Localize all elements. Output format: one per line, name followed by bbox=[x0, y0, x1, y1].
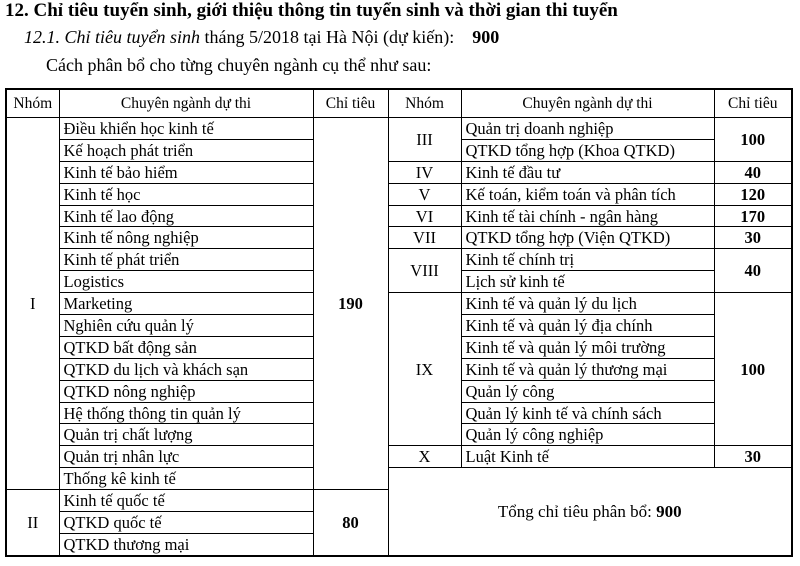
major-cell: Quản lý công nghiệp bbox=[461, 424, 714, 446]
group-cell-IX: IX bbox=[388, 293, 461, 446]
quota-cell-II: 80 bbox=[313, 490, 388, 556]
quota-cell-III: 100 bbox=[714, 118, 792, 162]
table-row bbox=[6, 468, 792, 490]
header-quota: Chỉ tiêu bbox=[313, 89, 388, 118]
major-cell: QTKD nông nghiệp bbox=[59, 380, 313, 402]
major-cell: QTKD tổng hợp (Viện QTKD) bbox=[461, 227, 714, 249]
major-cell: QTKD quốc tế bbox=[59, 512, 313, 534]
major-cell: QTKD bất động sản bbox=[59, 336, 313, 358]
major-cell: Kinh tế và quản lý du lịch bbox=[461, 293, 714, 315]
major-cell: Điều khiển học kinh tế bbox=[59, 118, 313, 140]
quota-table-frame bbox=[5, 88, 791, 562]
header-quota-2: Chỉ tiêu bbox=[714, 89, 792, 118]
table-row bbox=[6, 249, 792, 271]
allocation-intro: Cách phân bổ cho từng chuyên ngành cụ thể như sau: bbox=[46, 55, 432, 75]
major-cell: QTKD thương mại bbox=[59, 533, 313, 555]
major-cell: Nghiên cứu quản lý bbox=[59, 315, 313, 337]
header-major: Chuyên ngành dự thi bbox=[59, 89, 313, 118]
major-cell: Kinh tế và quản lý địa chính bbox=[461, 315, 714, 337]
table-row bbox=[6, 205, 792, 227]
group-cell-III: III bbox=[388, 118, 461, 162]
major-cell: Kế hoạch phát triển bbox=[59, 139, 313, 161]
group-cell-I: I bbox=[6, 118, 59, 490]
major-cell: Kinh tế đầu tư bbox=[461, 161, 714, 183]
major-cell: Kinh tế tài chính - ngân hàng bbox=[461, 205, 714, 227]
major-cell: Kinh tế quốc tế bbox=[59, 490, 313, 512]
total-value: 900 bbox=[656, 502, 682, 522]
group-cell-VIII: VIII bbox=[388, 249, 461, 293]
major-cell: Kinh tế bảo hiểm bbox=[59, 161, 313, 183]
major-cell: Kinh tế phát triển bbox=[59, 249, 313, 271]
major-cell: Quản trị chất lượng bbox=[59, 424, 313, 446]
major-cell: Kinh tế và quản lý môi trường bbox=[461, 336, 714, 358]
header-major-2: Chuyên ngành dự thi bbox=[461, 89, 714, 118]
header-group-2: Nhóm bbox=[388, 89, 461, 118]
table-row bbox=[6, 118, 792, 140]
major-cell: Kế toán, kiểm toán và phân tích bbox=[461, 183, 714, 205]
major-cell: Luật Kinh tế bbox=[461, 446, 714, 468]
group-cell-IV: IV bbox=[388, 161, 461, 183]
total-label: Tổng chỉ tiêu phân bổ: bbox=[497, 502, 657, 522]
major-cell: Quản lý kinh tế và chính sách bbox=[461, 402, 714, 424]
group-cell-VII: VII bbox=[388, 227, 461, 249]
quota-table bbox=[5, 88, 793, 557]
quota-cell-VIII: 40 bbox=[714, 249, 792, 293]
total-allocation-cell bbox=[388, 468, 792, 556]
quota-cell-VI: 170 bbox=[714, 205, 792, 227]
section-heading: 12. Chỉ tiêu tuyển sinh, giới thiệu thông tin tuyển sinh và thời gian thi tuyển bbox=[5, 0, 618, 21]
major-cell: Thống kê kinh tế bbox=[59, 468, 313, 490]
table-row bbox=[6, 446, 792, 468]
table-header-row bbox=[6, 89, 792, 118]
group-cell-V: V bbox=[388, 183, 461, 205]
quota-cell-IX: 100 bbox=[714, 293, 792, 446]
major-cell: Kinh tế chính trị bbox=[461, 249, 714, 271]
major-cell: QTKD tổng hợp (Khoa QTKD) bbox=[461, 139, 714, 161]
major-cell: Kinh tế học bbox=[59, 183, 313, 205]
table-row bbox=[6, 161, 792, 183]
major-cell: Kinh tế và quản lý thương mại bbox=[461, 358, 714, 380]
major-cell: QTKD du lịch và khách sạn bbox=[59, 358, 313, 380]
major-cell: Hệ thống thông tin quản lý bbox=[59, 402, 313, 424]
major-cell: Marketing bbox=[59, 293, 313, 315]
major-cell: Quản lý công bbox=[461, 380, 714, 402]
major-cell: Quản trị nhân lực bbox=[59, 446, 313, 468]
table-row bbox=[6, 183, 792, 205]
group-cell-VI: VI bbox=[388, 205, 461, 227]
quota-label: 12.1. Chỉ tiêu tuyển sinh bbox=[24, 27, 200, 47]
major-cell: Quản trị doanh nghiệp bbox=[461, 118, 714, 140]
major-cell: Logistics bbox=[59, 271, 313, 293]
major-cell: Kinh tế nông nghiệp bbox=[59, 227, 313, 249]
table-row bbox=[6, 227, 792, 249]
group-cell-X: X bbox=[388, 446, 461, 468]
major-cell: Kinh tế lao động bbox=[59, 205, 313, 227]
quota-description: tháng 5/2018 tại Hà Nội (dự kiến): bbox=[199, 27, 455, 47]
quota-cell-VII: 30 bbox=[714, 227, 792, 249]
quota-cell-X: 30 bbox=[714, 446, 792, 468]
group-cell-II: II bbox=[6, 490, 59, 556]
quota-cell-IV: 40 bbox=[714, 161, 792, 183]
major-cell: Lịch sử kinh tế bbox=[461, 271, 714, 293]
quota-cell-V: 120 bbox=[714, 183, 792, 205]
quota-subheading bbox=[24, 27, 499, 48]
table-row bbox=[6, 293, 792, 315]
total-quota: 900 bbox=[472, 27, 500, 47]
header-group: Nhóm bbox=[6, 89, 59, 118]
quota-cell-I: 190 bbox=[313, 118, 388, 490]
